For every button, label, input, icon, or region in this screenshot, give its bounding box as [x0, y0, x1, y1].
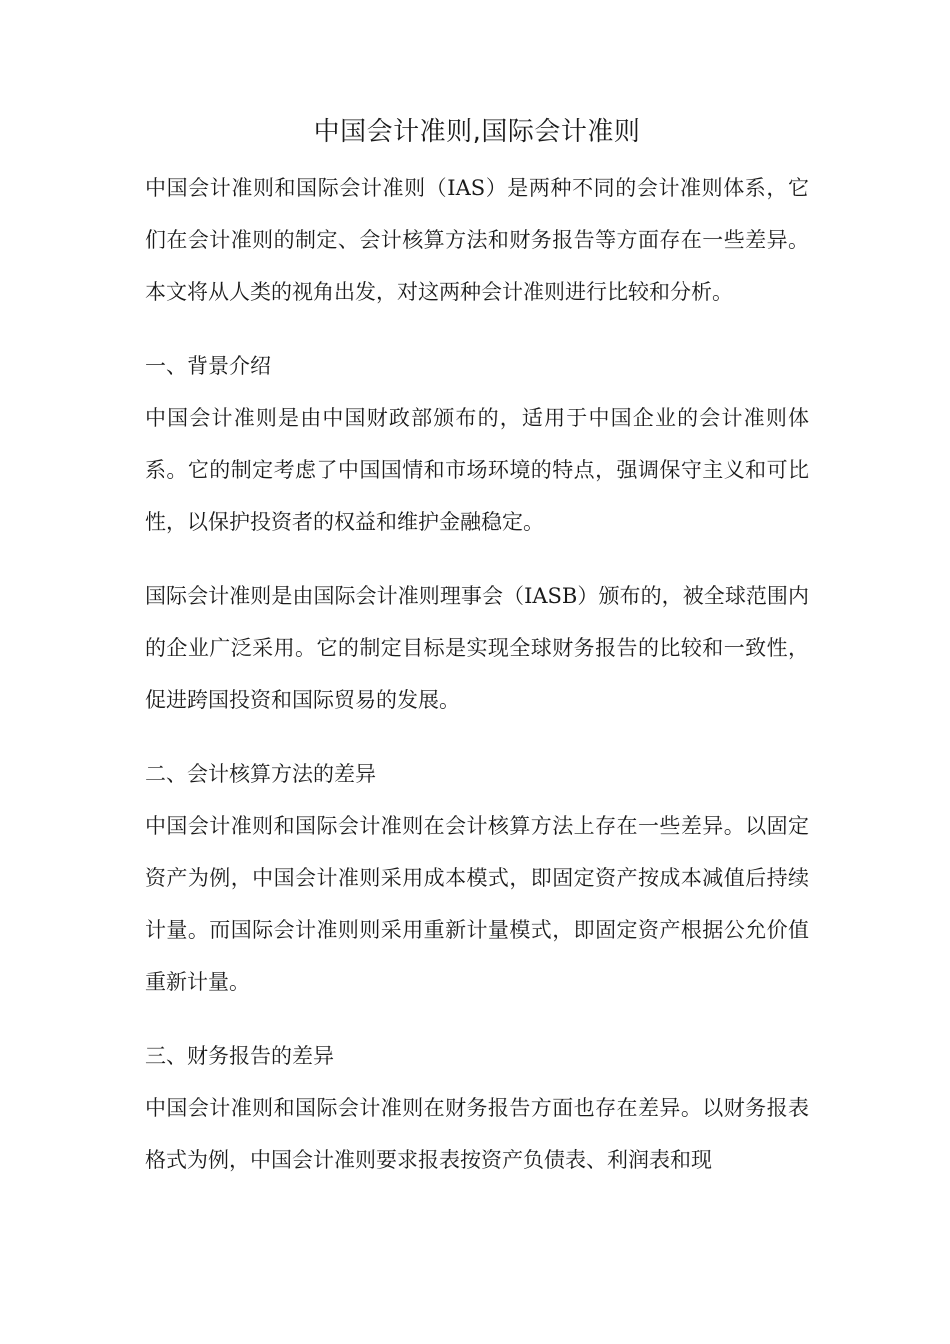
- section-2-paragraph-1: 中国会计准则和国际会计准则在会计核算方法上存在一些差异。以固定资产为例，中国会计准则采用成本模式，即固定资产按成本减值后持续计量。而国际会计准则则采用重新计量模式，即固定资产根据公允价值重新计量。: [145, 814, 809, 994]
- section-2-heading: 二、会计核算方法的差异: [145, 762, 376, 786]
- section-1-heading: 一、背景介绍: [145, 354, 271, 378]
- document-body: [145, 108, 809, 1186]
- document-title: 中国会计准则,国际会计准则: [313, 117, 641, 147]
- section-1-paragraph-1: 中国会计准则是由中国财政部颁布的，适用于中国企业的会计准则体系。它的制定考虑了中国国情和市场环境的特点，强调保守主义和可比性，以保护投资者的权益和维护金融稳定。: [145, 406, 809, 534]
- intro-paragraph: 中国会计准则和国际会计准则（IAS）是两种不同的会计准则体系，它们在会计准则的制定、会计核算方法和财务报告等方面存在一些差异。本文将从人类的视角出发，对这两种会计准则进行比较和分析。: [145, 176, 809, 304]
- section-3-paragraph-1: 中国会计准则和国际会计准则在财务报告方面也存在差异。以财务报表格式为例，中国会计准则要求报表按资产负债表、利润表和现: [145, 1096, 809, 1172]
- section-1-paragraph-2: 国际会计准则是由国际会计准则理事会（IASB）颁布的，被全球范围内的企业广泛采用。它的制定目标是实现全球财务报告的比较和一致性，促进跨国投资和国际贸易的发展。: [145, 584, 809, 712]
- section-3-heading: 三、财务报告的差异: [145, 1044, 334, 1068]
